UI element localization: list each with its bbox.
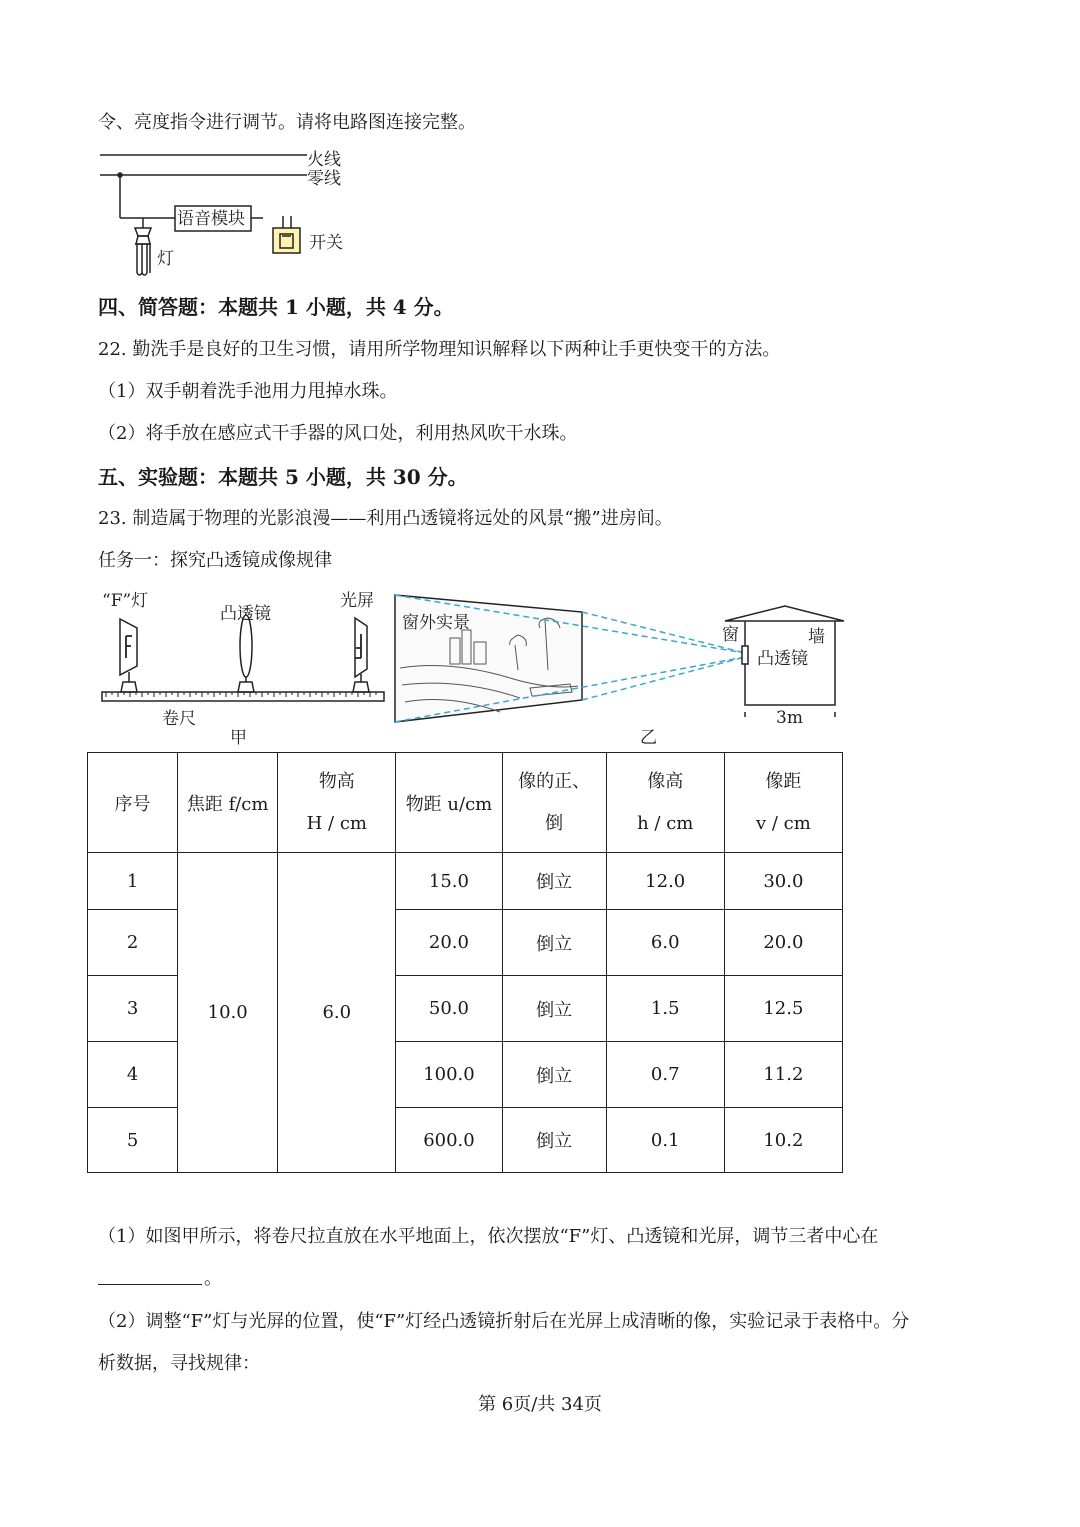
- scene-label: 窗外实景: [402, 613, 470, 633]
- cell-v: 20.0: [724, 910, 842, 976]
- header-focal: 焦距 f/cm: [178, 753, 278, 853]
- cell-seq: 4: [88, 1042, 178, 1108]
- f-lamp-icon: [120, 619, 137, 692]
- cell-focal: 10.0: [178, 853, 278, 1173]
- figure-jia: [100, 586, 390, 748]
- question-22: 22. 勤洗手是良好的卫生习惯，请用所学物理知识解释以下两种让手更快变干的方法。: [98, 339, 781, 360]
- lamp-icon: [135, 228, 151, 275]
- cell-v: 10.2: [724, 1108, 842, 1173]
- cell-seq: 2: [88, 910, 178, 976]
- figure-jia-caption: 甲: [230, 728, 247, 748]
- figure-yi: [390, 590, 850, 748]
- header-object-height: 物高 H / cm: [278, 753, 396, 853]
- header-seq: 序号: [88, 753, 178, 853]
- question-23: 23. 制造属于物理的光影浪漫——利用凸透镜将远处的风景“搬”进房间。: [98, 508, 673, 529]
- header-orientation: 像的正、 倒: [502, 753, 606, 853]
- task1-label: 任务一：探究凸透镜成像规律: [98, 550, 332, 571]
- cell-h: 1.5: [606, 976, 724, 1042]
- cell-h: 12.0: [606, 853, 724, 910]
- switch-icon: [273, 216, 300, 253]
- header-object-distance: 物距 u/cm: [396, 753, 502, 853]
- question-23-part2-cont: 析数据，寻找规律：: [98, 1353, 260, 1374]
- blank-period: 。: [204, 1268, 222, 1289]
- f-lamp-label: “F”灯: [102, 591, 149, 611]
- cell-u: 600.0: [396, 1108, 502, 1173]
- question-23-part1: （1）如图甲所示，将卷尺拉直放在水平地面上，依次摆放“F”灯、凸透镜和光屏，调节三者中心在: [98, 1226, 879, 1247]
- cell-u: 15.0: [396, 853, 502, 910]
- switch-label: 开关: [309, 233, 343, 253]
- cell-v: 12.5: [724, 976, 842, 1042]
- cell-orient: 倒立: [502, 1042, 606, 1108]
- cell-seq: 1: [88, 853, 178, 910]
- light-screen-icon: [353, 618, 369, 692]
- question-23-part2: （2）调整“F”灯与光屏的位置，使“F”灯经凸透镜折射后在光屏上成清晰的像，实验记录于表格中。分: [98, 1311, 910, 1332]
- cell-u: 50.0: [396, 976, 502, 1042]
- cell-orient: 倒立: [502, 976, 606, 1042]
- question-22-part2: （2）将手放在感应式干手器的风口处，利用热风吹干水珠。: [98, 423, 578, 444]
- data-table: [87, 752, 843, 1173]
- page-footer: 第 6页/共 34页: [478, 1394, 602, 1415]
- cell-object-height: 6.0: [278, 853, 396, 1173]
- convex-lens-icon: [238, 615, 254, 692]
- figure-yi-caption: 乙: [640, 728, 657, 748]
- circuit-diagram: [95, 148, 365, 283]
- voice-module-label: 语音模块: [177, 209, 245, 229]
- tape-measure: [102, 692, 384, 701]
- section5-heading: 五、实验题：本题共 5 小题，共 30 分。: [98, 465, 468, 489]
- cell-v: 11.2: [724, 1042, 842, 1108]
- screen-label: 光屏: [340, 591, 374, 611]
- header-image-distance: 像距 v / cm: [724, 753, 842, 853]
- lamp-label: 灯: [157, 249, 174, 269]
- cell-u: 100.0: [396, 1042, 502, 1108]
- answer-blank[interactable]: [98, 1284, 202, 1285]
- header-image-height: 像高 h / cm: [606, 753, 724, 853]
- question-22-part1: （1）双手朝着洗手池用力甩掉水珠。: [98, 381, 398, 402]
- cell-orient: 倒立: [502, 853, 606, 910]
- live-wire-label: 火线: [307, 150, 341, 170]
- window-lens-icon: [742, 646, 748, 664]
- cell-orient: 倒立: [502, 1108, 606, 1173]
- cell-h: 0.1: [606, 1108, 724, 1173]
- section4-heading: 四、简答题：本题共 1 小题，共 4 分。: [98, 295, 454, 319]
- lens-label: 凸透镜: [220, 604, 271, 624]
- cell-h: 0.7: [606, 1042, 724, 1108]
- cell-u: 20.0: [396, 910, 502, 976]
- cell-seq: 5: [88, 1108, 178, 1173]
- window-label: 窗: [722, 625, 739, 645]
- cell-h: 6.0: [606, 910, 724, 976]
- cell-orient: 倒立: [502, 910, 606, 976]
- tape-label: 卷尺: [162, 709, 196, 729]
- table-row: [88, 853, 843, 910]
- cell-v: 30.0: [724, 853, 842, 910]
- wall-label: 墙: [808, 627, 825, 647]
- intro-line: 令、亮度指令进行调节。请将电路图连接完整。: [98, 112, 476, 133]
- neutral-wire-label: 零线: [307, 169, 341, 189]
- distance-label: 3m: [776, 708, 803, 728]
- cell-seq: 3: [88, 976, 178, 1042]
- house-lens-label: 凸透镜: [757, 649, 808, 669]
